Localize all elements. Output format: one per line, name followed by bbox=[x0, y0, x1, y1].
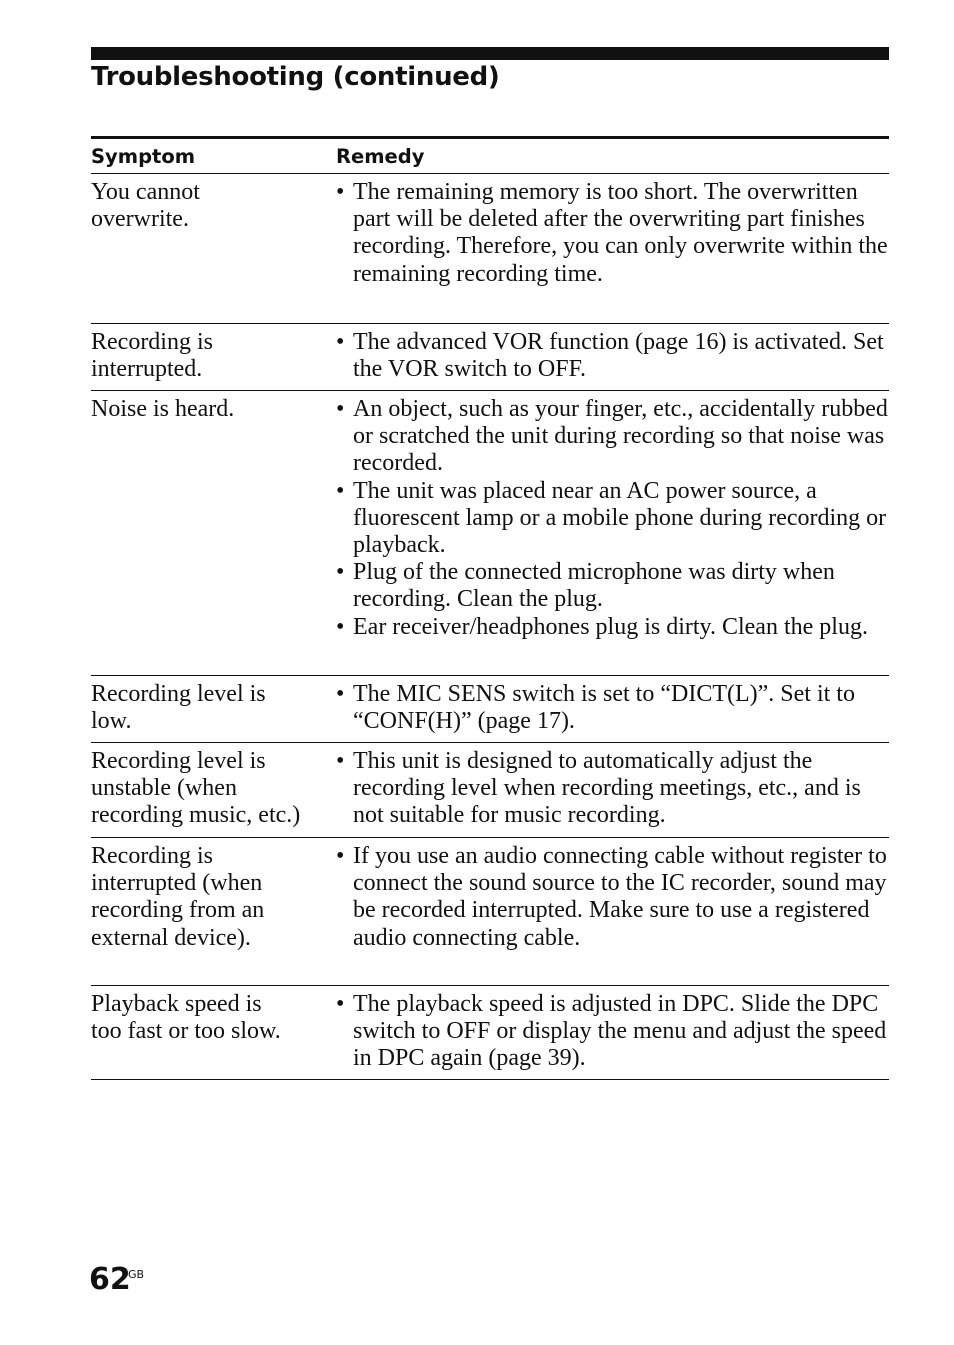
page-number: 62 bbox=[89, 1262, 131, 1297]
remedy-item bbox=[336, 748, 889, 830]
remedy-text: Plug of the connected microphone was dirty when recording. Clean the plug. bbox=[353, 559, 835, 613]
remedy-text: The unit was placed near an AC power source, a fluorescent lamp or a mobile phone during recording or playback. bbox=[353, 477, 887, 559]
table-row bbox=[91, 324, 889, 391]
symptom-cell: Recording level is unstable (when recording music, etc.) bbox=[91, 748, 301, 829]
remedy-item bbox=[336, 329, 889, 383]
bullet-icon: • bbox=[336, 681, 345, 707]
header-rule bbox=[91, 47, 889, 60]
remedy-cell bbox=[336, 743, 889, 837]
remedy-item bbox=[336, 396, 889, 478]
remedy-text: An object, such as your finger, etc., accidentally rubbed or scratched the unit during recording so that noise was recorded. bbox=[353, 396, 888, 477]
bullet-icon: • bbox=[336, 613, 345, 640]
symptom-cell: Playback speed is too fast or too slow. bbox=[91, 991, 281, 1045]
symptom-cell: Recording is interrupted. bbox=[91, 329, 213, 383]
remedy-cell bbox=[336, 174, 889, 323]
remedy-item bbox=[336, 681, 889, 735]
remedy-cell bbox=[336, 391, 889, 675]
symptom-cell: Noise is heard. bbox=[91, 396, 235, 422]
remedy-item bbox=[336, 614, 889, 641]
bullet-icon: • bbox=[336, 179, 345, 205]
remedy-text: The advanced VOR function (page 16) is activated. Set the VOR switch to OFF. bbox=[353, 329, 884, 383]
bullet-icon: • bbox=[336, 396, 345, 422]
troubleshooting-table bbox=[91, 136, 889, 1080]
remedy-header: Remedy bbox=[336, 145, 425, 168]
remedy-cell bbox=[336, 676, 889, 742]
remedy-item bbox=[336, 179, 889, 288]
symptom-cell: Recording is interrupted (when recording from an external device). bbox=[91, 843, 265, 951]
remedy-item bbox=[336, 559, 889, 613]
table-row bbox=[91, 743, 889, 838]
bullet-icon: • bbox=[336, 477, 345, 504]
symptom-header: Symptom bbox=[91, 145, 196, 168]
remedy-text: The playback speed is adjusted in DPC. Slide the DPC switch to OFF or display the menu and adjust the speed in DPC again (page 39). bbox=[353, 991, 887, 1072]
symptom-cell: Recording level is low. bbox=[91, 681, 266, 735]
remedy-text: Ear receiver/headphones plug is dirty. Clean the plug. bbox=[353, 613, 868, 640]
table-row bbox=[91, 838, 889, 986]
remedy-text: This unit is designed to automatically adjust the recording level when recording meetings, etc., and is not suitable for music recording. bbox=[353, 748, 861, 829]
table-header bbox=[91, 139, 889, 174]
remedy-cell bbox=[336, 838, 889, 985]
bullet-icon: • bbox=[336, 748, 345, 774]
remedy-cell bbox=[336, 324, 889, 390]
table-row bbox=[91, 676, 889, 743]
table-row bbox=[91, 174, 889, 324]
bullet-icon: • bbox=[336, 843, 345, 869]
remedy-text: The MIC SENS switch is set to “DICT(L)”. Set it to “CONF(H)” (page 17). bbox=[353, 681, 855, 735]
remedy-text: The remaining memory is too short. The overwritten part will be deleted after the overwriting part finishes recording. Therefore, you can only overwrite within the remaining recording time. bbox=[353, 179, 888, 287]
bullet-icon: • bbox=[336, 559, 345, 586]
remedy-item bbox=[336, 843, 889, 952]
table-row bbox=[91, 391, 889, 676]
bullet-icon: • bbox=[336, 329, 345, 355]
bullet-icon: • bbox=[336, 991, 345, 1017]
table-row bbox=[91, 986, 889, 1080]
remedy-text: If you use an audio connecting cable without register to connect the sound source to the IC recorder, sound may be recorded interrupted. Make sure to use a registered audio connecting cable. bbox=[353, 843, 887, 951]
symptom-cell: You cannot overwrite. bbox=[91, 179, 200, 233]
page-suffix: GB bbox=[128, 1268, 145, 1281]
remedy-item bbox=[336, 991, 889, 1073]
page-title: Troubleshooting (continued) bbox=[91, 62, 500, 92]
remedy-cell bbox=[336, 986, 889, 1079]
remedy-item bbox=[336, 478, 889, 560]
